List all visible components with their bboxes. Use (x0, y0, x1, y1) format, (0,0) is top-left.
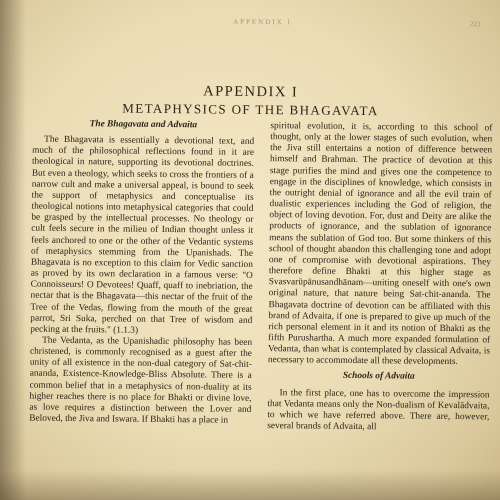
book-page (11, 5, 500, 500)
running-head: APPENDIX I (233, 17, 292, 27)
left-paragraph-1: The Bhagavata is essentially a devotional text, and much of the philosophical reflections found in it are theological in nature, supporting its devotional doctrines. But even a theology, which seeks to cross the frontiers of a narrow cult and make a universal appeal, is bound to seek the support of metaphysics and conceptualise its theological notions into metaphysical categories that could be grasped by the intellectual processes. No theology or cult feels secure in the milieu of Indian thought unless it feels anchored to one or the other of the Vedantic systems of metaphysics stemming from the Upanishads. The Bhagavata is no exception to this claim for Vedic sanction as proved by its own declaration in a famous verse: "O Connoisseurs! O Devotees! Quaff, quaff to inebriation, the nectar that is the Bhagavata—this nectar of the fruit of the Tree of the Vedas, flowing from the mouth of the great parrot, Sri Suka, perched on that Tree of wisdom and pecking at the fruits." (1.1.3) (30, 134, 255, 336)
binding-shadow (0, 0, 26, 500)
section-heading-bhagavata-advaita: The Bhagavata and Advaita (89, 119, 198, 131)
page-number: 223 (469, 20, 481, 29)
right-column (267, 121, 492, 435)
right-paragraph-2: In the first place, one has to overcome the impression that Vedanta means only the Non-dualism of Kevalādvaita, to which we have referred above. There are, however, several brands of Advaita, all (267, 387, 490, 433)
right-paragraph-1: spiritual evolution, it is, according to this school of thought, only at the lower stages of such evolution, when the Jiva still entertains a notion of difference between himself and Brahman. The practice of devotion at this stage purifies the mind and gives one the competence to engage in the disciplines of knowledge, which consists in the outright denial of ignorance and all the evil train of dualistic experiences including the God of religion, the object of loving devotion. For, dust and Deity are alike the products of ignorance, and the sublation of ignorance means the sublation of God too. But some thinkers of this school of thought abandon this challenging tone and adopt one of compromise with devotional aspirations. They therefore define Bhakti at this higher stage as Svasvarūpānusandhānam—uniting oneself with one's own original nature, that nature being Sat-chit-ananda. The Bhagavata doctrine of devotion can be affiliated with this brand of Advaita, if one is prepared to give up much of the rich personal element in it and its notion of Bhakti as the fifth Purushartha. A much more expanded formulation of Vedanta, than what is contemplated by classical Advaita, is necessary to accommodate all these developments. (267, 121, 493, 368)
appendix-heading: APPENDIX I (203, 83, 299, 101)
left-paragraph-2: The Vedanta, as the Upanishadic philosophy has been christened, is commonly recognised as a guest after the unity of all existence in the non-dual category of Sat-chit-ananda, Existence-Knowledge-Bliss Absolute. There is a common belief that in a metaphysics of non-duality at its higher reaches there is no place for Bhakti or divine love, as love requires a distinction between the Lover and Beloved, the Jiva and Iswara. If Bhakti has a place in (29, 335, 253, 426)
chapter-title: METAPHYSICS OF THE BHAGAVATA (122, 100, 379, 119)
bottom-shadow (0, 470, 500, 500)
left-column (29, 119, 254, 428)
section-heading-schools-of-advaita: Schools of Advaita (342, 371, 415, 383)
